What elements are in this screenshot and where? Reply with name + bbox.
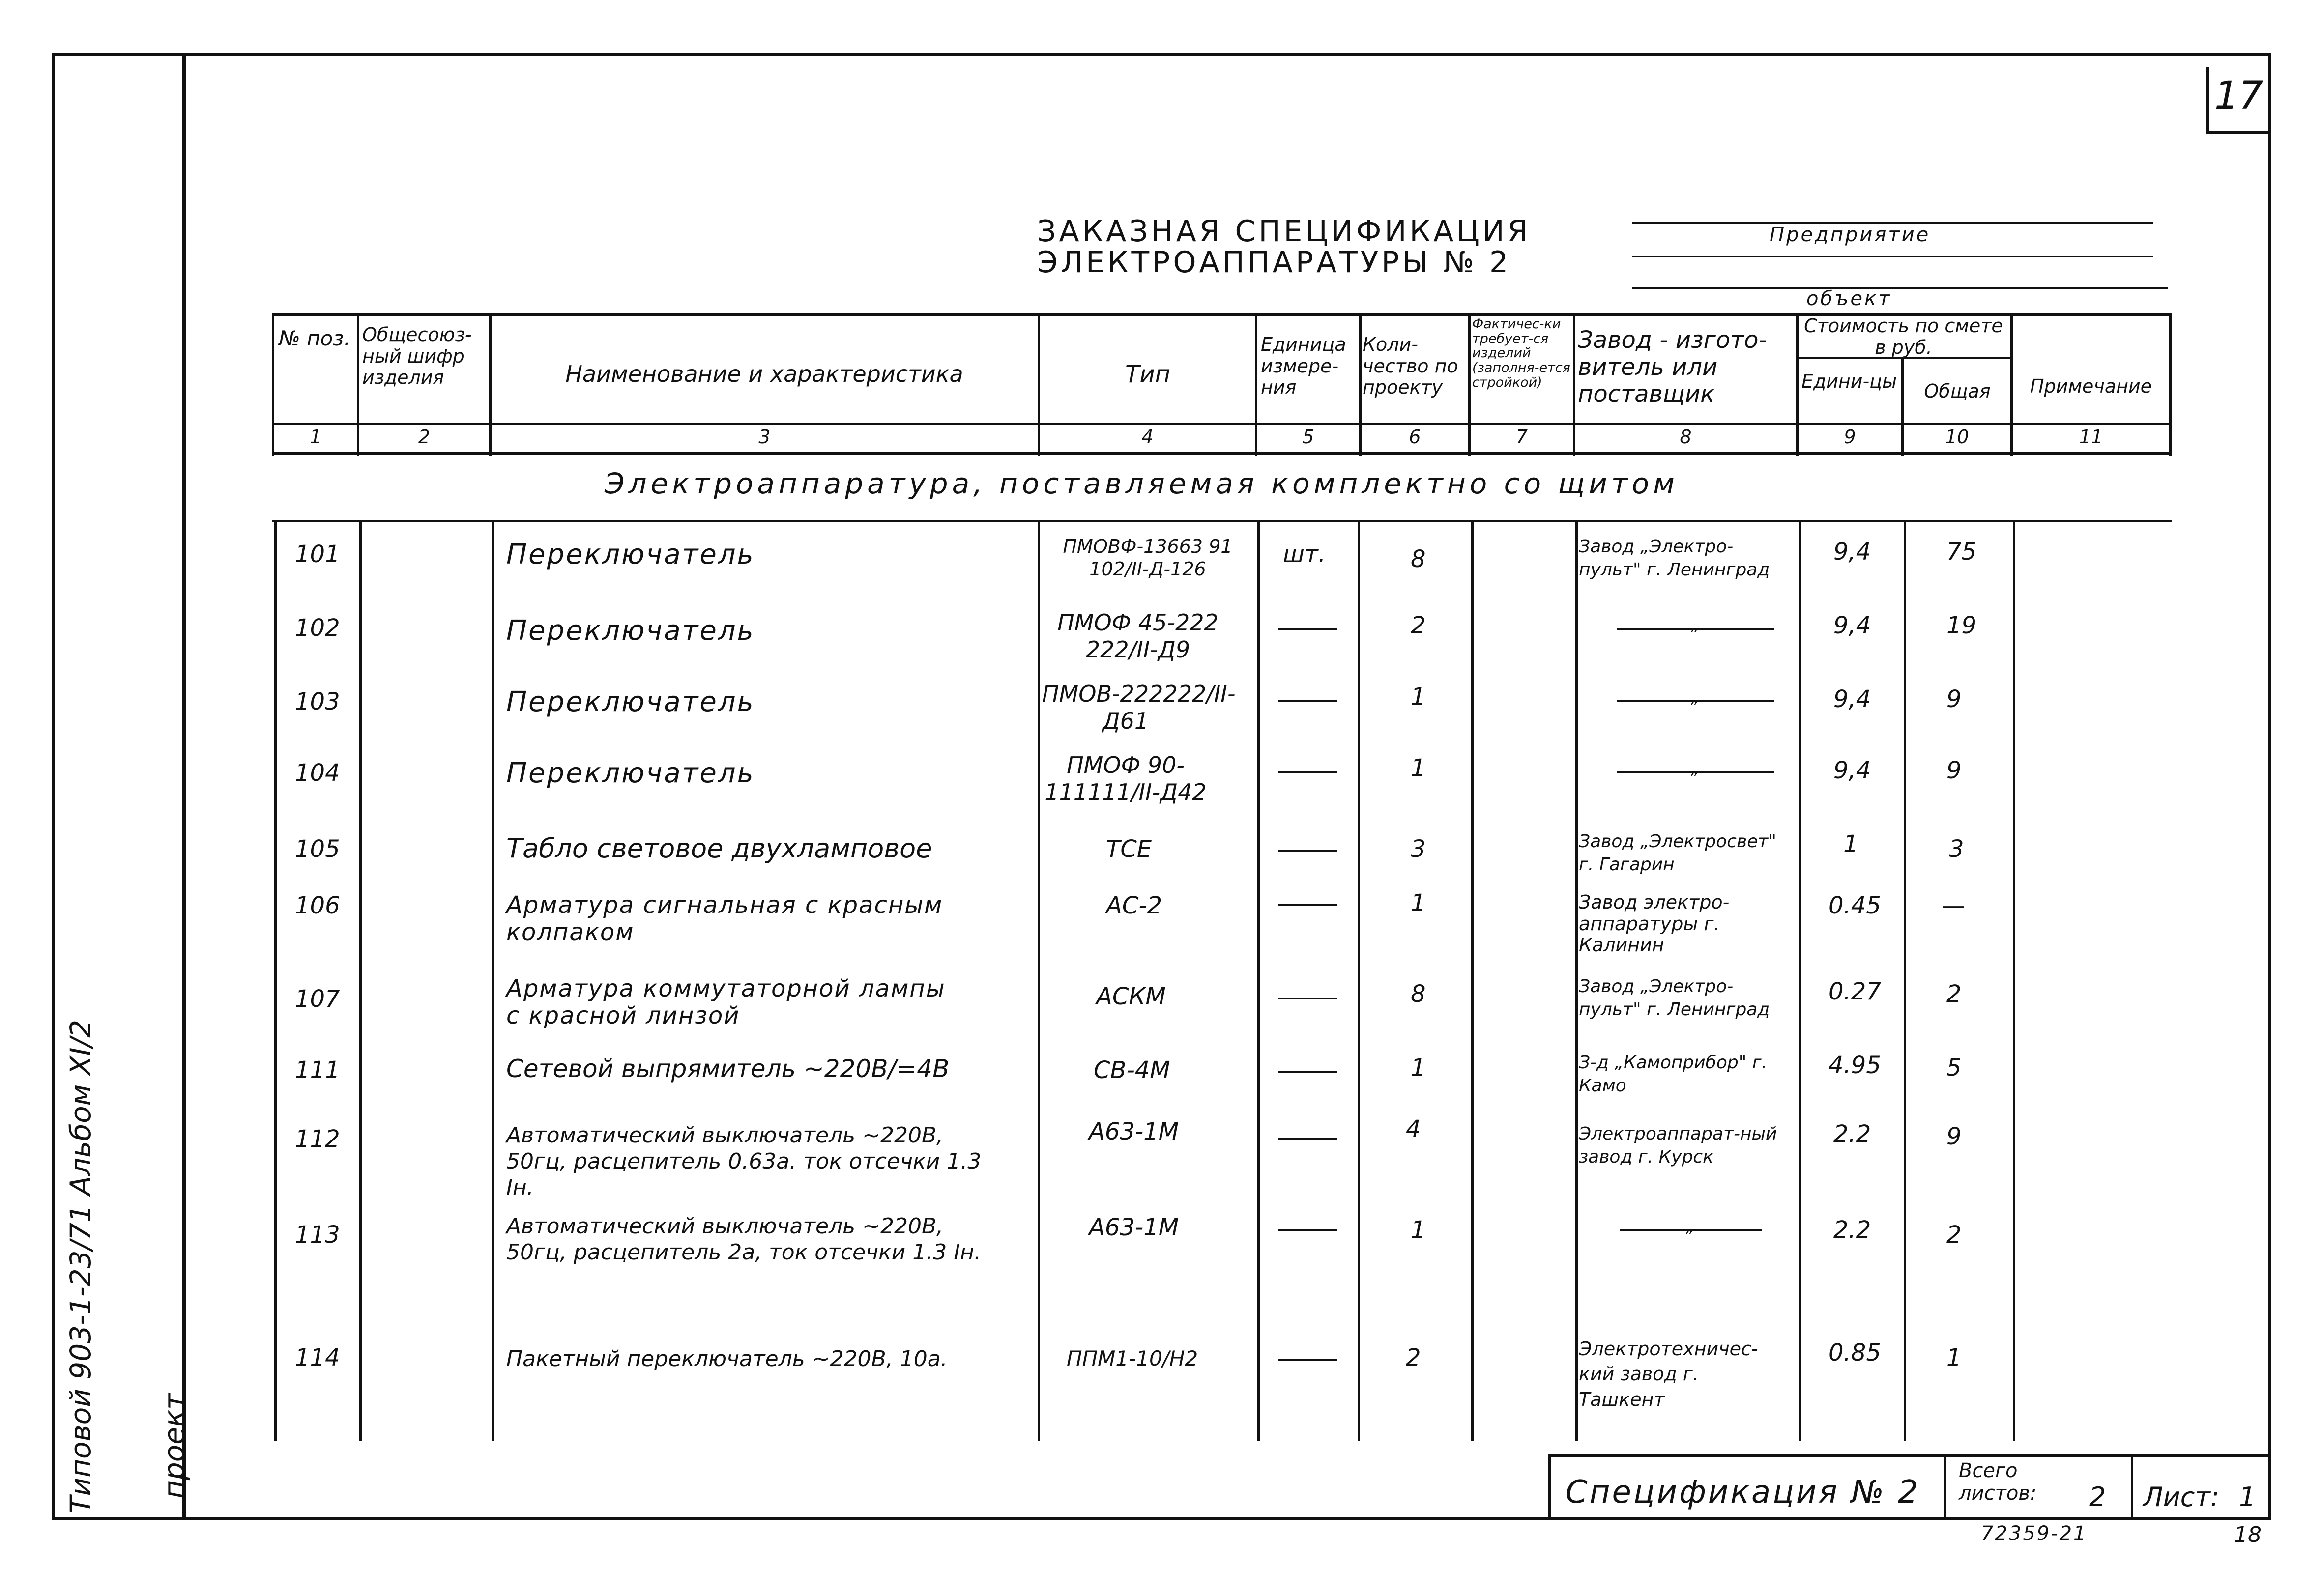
row-107-unit-ditto <box>1278 998 1337 999</box>
row-107-maker: Завод „Электро-пульт" г. Ленинград <box>1579 976 1770 1020</box>
row-103-price: 9,4 <box>1833 685 1871 713</box>
side-stamp-2 <box>157 1393 191 1499</box>
row-106-type: АС-2 <box>1106 892 1162 919</box>
row-105-pos: 105 <box>295 835 340 863</box>
section-bottom <box>272 520 2172 522</box>
row-107-price: 0.27 <box>1829 978 1881 1005</box>
footer-sheet: 1 <box>2239 1482 2256 1512</box>
row-114-qty: 2 <box>1406 1344 1421 1371</box>
row-112-qty: 4 <box>1406 1115 1421 1143</box>
row-105-total: 3 <box>1949 835 1964 863</box>
row-111-unit-ditto <box>1278 1071 1337 1073</box>
row-103-type: ПМОВ-222222/II-Д61 <box>1042 681 1236 735</box>
row-113-name: Автоматический выключатель ~220В, 50гц, расцепитель 2а, ток отсечки 1.3 Ін. <box>506 1214 981 1265</box>
row-101-name: Переключатель <box>506 539 755 570</box>
row-103-maker-ditto-mark: „ <box>1691 687 1700 707</box>
row-104-price: 9,4 <box>1833 757 1871 784</box>
row-111-total: 5 <box>1946 1054 1962 1082</box>
colnum-8: 8 <box>1680 426 1692 448</box>
title-line1: ЗАКАЗНАЯ СПЕЦИФИКАЦИЯ <box>1037 214 1531 249</box>
corner-number: 17 <box>2214 74 2264 118</box>
col-header-pos: № поз. <box>279 326 350 350</box>
vline-7-body <box>1575 521 1578 1441</box>
stamp-div-2 <box>2131 1454 2133 1518</box>
row-104-name: Переключатель <box>506 757 755 789</box>
row-112-pos: 112 <box>295 1125 340 1153</box>
colnum-bottom <box>272 452 2172 455</box>
row-104-pos: 104 <box>295 759 340 787</box>
row-101-type: ПМОВФ-13663 91 102/II-Д-126 <box>1063 536 1233 580</box>
row-113-unit-ditto <box>1278 1229 1337 1231</box>
title-line2: ЭЛЕКТРОАППАРАТУРЫ № 2 <box>1037 245 1511 280</box>
row-105-type: ТСЕ <box>1106 835 1152 863</box>
row-106-pos: 106 <box>295 892 340 919</box>
row-111-qty: 1 <box>1411 1054 1426 1082</box>
object-line <box>1632 287 2168 289</box>
frame-top <box>52 53 2271 56</box>
stamp-div-1 <box>1944 1454 1946 1518</box>
stamp-top <box>1548 1454 2271 1457</box>
row-106-total: — <box>1942 892 1965 919</box>
col-header-maker: Завод - изгото-витель или поставщик <box>1578 326 1767 408</box>
colnum-11: 11 <box>2079 426 2103 448</box>
row-102-qty: 2 <box>1411 612 1426 639</box>
row-104-type: ПМОФ 90-111111/II-Д42 <box>1045 752 1207 806</box>
enterprise-label: Предприятие <box>1770 224 1931 246</box>
col-header-unit-price: Едини-цы <box>1801 370 1897 392</box>
header-bottom <box>272 423 2172 425</box>
row-105-name: Табло световое двухламповое <box>506 833 932 864</box>
row-102-type: ПМОФ 45-222 222/II-Д9 <box>1057 609 1219 663</box>
colnum-9: 9 <box>1844 426 1856 448</box>
vline-8-body <box>1799 521 1801 1441</box>
row-112-type: А63-1М <box>1089 1118 1179 1145</box>
row-112-total: 9 <box>1946 1123 1962 1150</box>
col-header-name: Наименование и характеристика <box>565 361 963 387</box>
row-113-type: А63-1М <box>1089 1214 1179 1241</box>
row-111-price: 4.95 <box>1829 1052 1881 1079</box>
row-103-qty: 1 <box>1411 683 1426 711</box>
colnum-7: 7 <box>1515 426 1528 448</box>
vline-11 <box>2169 313 2172 456</box>
row-112-price: 2.2 <box>1833 1120 1871 1148</box>
frame-right <box>2268 53 2271 1519</box>
footer-total-sheets-label: Всего листов: <box>1959 1459 2037 1505</box>
row-114-total: 1 <box>1946 1344 1962 1371</box>
row-101-total: 75 <box>1946 538 1977 566</box>
row-111-maker: З-д „Камоприбор" г. Камо <box>1579 1053 1768 1096</box>
row-104-total: 9 <box>1946 757 1962 784</box>
row-106-qty: 1 <box>1411 889 1426 917</box>
row-113-maker-ditto-mark: „ <box>1686 1217 1695 1236</box>
row-106-name: Арматура сигнальная с красным колпаком <box>506 891 943 946</box>
row-106-maker: Завод электро-аппаратуры г. Калинин <box>1579 891 1730 956</box>
vline-6-body <box>1471 521 1474 1441</box>
row-107-pos: 107 <box>295 985 340 1013</box>
row-112-maker: Электроаппарат-ный завод г. Курск <box>1579 1124 1777 1167</box>
footer-doc-code: 72359-21 <box>1981 1522 2088 1545</box>
row-113-total: 2 <box>1946 1221 1962 1249</box>
row-101-maker: Завод „Электро-пульт" г. Ленинград <box>1579 537 1770 580</box>
col-header-actual: Фактичес-ки требует-ся изделий (заполня-ется стройкой) <box>1472 316 1570 390</box>
side-stamp-line1: Типовой 903-1-23/71 Альбом ХI/2 <box>64 1019 97 1513</box>
row-107-type: АСКМ <box>1096 983 1166 1010</box>
row-112-name: Автоматический выключатель ~220В, 50гц, расцепитель 0.63а. ток отсечки 1.3 Ін. <box>506 1123 982 1200</box>
row-102-total: 19 <box>1946 612 1977 639</box>
row-113-price: 2.2 <box>1833 1216 1871 1244</box>
row-114-name: Пакетный переключатель ~220В, 10а. <box>506 1346 948 1371</box>
row-105-unit-ditto <box>1278 850 1337 852</box>
colnum-2: 2 <box>418 426 431 448</box>
footer-spec: Спецификация № 2 <box>1566 1474 1920 1510</box>
colnum-3: 3 <box>758 426 771 448</box>
stamp-left <box>1548 1454 1551 1518</box>
row-111-name: Сетевой выпрямитель ~220В/=4В <box>506 1054 950 1083</box>
row-102-maker-ditto-mark: „ <box>1691 615 1700 635</box>
row-102-name: Переключатель <box>506 615 755 647</box>
row-112-unit-ditto <box>1278 1138 1337 1140</box>
footer-corner: 18 <box>2234 1522 2262 1547</box>
row-111-pos: 111 <box>295 1056 340 1084</box>
col-header-code: Общесоюз-ный шифр изделия <box>362 324 472 389</box>
vline-2-body <box>492 521 494 1441</box>
row-111-type: СВ-4М <box>1094 1056 1170 1084</box>
section-title: Электроаппаратура, поставляемая комплектно со щитом <box>605 467 1679 500</box>
col-header-total: Общая <box>1924 380 1991 402</box>
row-103-pos: 103 <box>295 688 340 715</box>
row-102-pos: 102 <box>295 614 340 642</box>
row-114-pos: 114 <box>295 1344 340 1371</box>
row-105-qty: 3 <box>1411 835 1426 863</box>
row-101-unit: шт. <box>1283 541 1326 568</box>
footer-total-sheets: 2 <box>2089 1482 2106 1512</box>
row-103-total: 9 <box>1946 685 1962 713</box>
vline-9-body <box>1904 521 1906 1441</box>
vline-5-body <box>1358 521 1360 1441</box>
vline-0-body <box>274 521 277 1441</box>
enterprise-line-bottom <box>1632 256 2153 257</box>
footer-sheet-label: Лист: <box>2143 1482 2220 1512</box>
row-105-price: 1 <box>1843 830 1858 858</box>
col-header-type: Тип <box>1125 361 1170 388</box>
row-106-unit-ditto <box>1278 904 1337 906</box>
frame-left-inner <box>182 53 186 1519</box>
vline-3-body <box>1038 521 1040 1441</box>
row-101-pos: 101 <box>295 541 340 568</box>
row-114-price: 0.85 <box>1829 1339 1881 1367</box>
colnum-4: 4 <box>1141 426 1154 448</box>
row-103-unit-ditto <box>1278 700 1337 702</box>
row-104-maker-ditto-mark: „ <box>1691 759 1700 778</box>
row-114-maker: Электротехничес-кий завод г. Ташкент <box>1579 1338 1758 1410</box>
row-104-qty: 1 <box>1411 754 1426 782</box>
row-101-price: 9,4 <box>1833 538 1871 566</box>
col-header-unit: Единица измере-ния <box>1261 334 1346 399</box>
frame-left-outer <box>52 53 55 1519</box>
row-107-qty: 8 <box>1411 980 1426 1008</box>
row-107-name: Арматура коммутаторной лампы с красной линзой <box>506 975 946 1030</box>
object-label: объект <box>1806 287 1892 310</box>
vline-1-body <box>359 521 362 1441</box>
row-114-type: ППМ1-10/Н2 <box>1067 1346 1198 1370</box>
col-header-cost: Стоимость по смете в руб. <box>1804 315 2003 358</box>
row-103-name: Переключатель <box>506 686 755 718</box>
col-header-note: Примечание <box>2030 375 2152 397</box>
row-107-total: 2 <box>1946 980 1962 1008</box>
frame-bottom <box>52 1517 2271 1520</box>
row-104-unit-ditto <box>1278 771 1337 773</box>
col-header-qty: Коли-чество по проекту <box>1363 334 1458 399</box>
row-101-qty: 8 <box>1411 545 1426 573</box>
row-102-unit-ditto <box>1278 628 1337 630</box>
colnum-5: 5 <box>1302 426 1314 448</box>
side-stamp-line2: проект <box>157 1393 191 1499</box>
colnum-10: 10 <box>1945 426 1969 448</box>
row-113-qty: 1 <box>1411 1216 1426 1244</box>
row-106-price: 0.45 <box>1829 892 1881 919</box>
colnum-1: 1 <box>309 426 322 448</box>
vline-4-body <box>1257 521 1260 1441</box>
row-102-price: 9,4 <box>1833 612 1871 639</box>
vline-10-body <box>2013 521 2015 1441</box>
document-title <box>1037 216 1531 278</box>
row-114-unit-ditto <box>1278 1359 1337 1361</box>
row-113-pos: 113 <box>295 1221 340 1249</box>
colnum-6: 6 <box>1409 426 1421 448</box>
row-105-maker: Завод „Электросвет" г. Гагарин <box>1579 831 1776 875</box>
